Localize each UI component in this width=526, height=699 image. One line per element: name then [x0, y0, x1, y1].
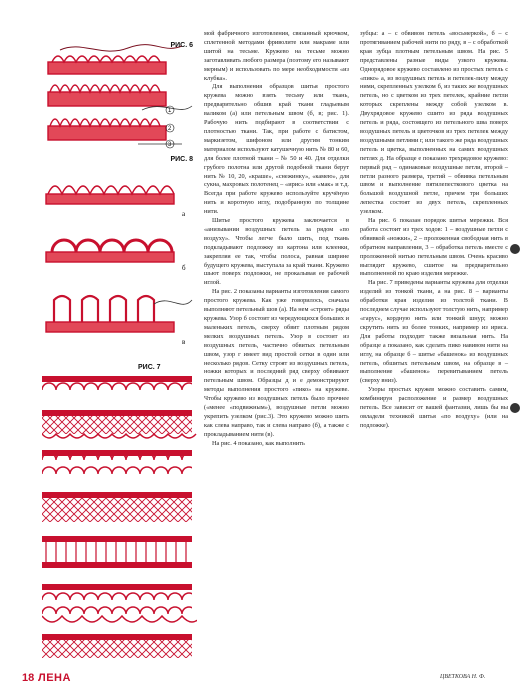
svg-text:1: 1	[168, 108, 172, 114]
svg-text:3: 3	[168, 142, 172, 148]
thick-fabric-edging-illustration	[42, 154, 197, 358]
author-credit: ЦВЕТКОВА Н. Ф.	[440, 674, 486, 680]
figure-label: РИС. 6	[170, 42, 193, 49]
paragraph: Для выполнения образцов шитья простого кружева можно взять тесьму или ткань, предварительно обшив край ткани гладьевым валиком (а) или петельным швом (б, в; рис. 1). Рабочую нить подбирают в соответствии с плотностью ткани. Так, при работе с батистом, маркизетом, шифоном или другим тонким материалом используют катушечную нить № 80 и 60, для более плотной ткани – № 50 и 40. Для отделки грубого полотна или другой подобной ткани берут нить № 10, 20, «краше», «снежинку», «камею», для сукна, махровых полотенец – «ирис» или «мак» и т.д. Всегда при работе кружево используйте кручёную нить и коротную иглу, подобранную по толщине нити.	[204, 83, 349, 216]
paragraph: На рис. 2 показаны варианты изготовления самого простого кружева. Как уже говорилось, сначала выполняют петельный шов (а). На нем «строят» ряды кружева. Узор б состоит из чередующихся больших и маленьких петель, сверху обвит плотным рядом мелких воздушных петель. Узор в состоит из воздушных петель, частично обвитых петельным швом, узор г имеет вид простой сетки в один или несколько рядов. Сетку строят из воздушных петель, ножки которых и последний ряд сверху обвивают петельным швом. Образцы д и е демонстрируют методы выполнения простого «пико» на кружеве. Чтобы кружево из воздушных петель было прочнее («менее «подвижным»), воздушные петли можно укрепить узелком (рис.3). Это кружево можно шить как слева направо, так и слева направо (б), а также с прокладыванием нити (в).	[204, 288, 349, 438]
page-number: 18	[22, 672, 35, 684]
paragraph: зубцы: а – с обвивом петель «восьмеркой», б – с протягиванием рабочей нити по ряду, в – с обработкой края зубца плотным петельным швом. На рис. 5 представлены разные виды узкого кружева. Однорядовое кружево составлено из простых петель с «пико» а, из воздушных петель и петелек-лилу между ними, скрепленных узелком б, из таких же воздушных петель, но с цветком из трех петелек, крайние петли которых скреплены между собой узелком в. Двухрядовое кружево сшито из ряда воздушных петель и ряда, состоящего из петельного шва поверх воздушных петель и цветочков из трех петелек между воздушными петлями г, или такого же ряда воздушных петель и цветка, выполненных на самих воздушных петлях д. На образце е показано трехрядовое кружево: первый ряд – одинаковые воздушные петли, второй – петли разного размера, третий – обвивка петельным швом и выполнение пятилепесткового цветка на большой воздушной петле, причем три больших лепестка состоят из двух петель, скрепленных узелком.	[360, 30, 508, 216]
text-column-a	[204, 30, 349, 449]
illustration-column	[42, 40, 197, 660]
figure-6	[42, 40, 197, 152]
figure-8	[42, 154, 197, 358]
binder-hole-icon	[510, 244, 520, 254]
paragraph: На рис. 4 показано, как выполнить	[212, 439, 305, 447]
paragraph: Узоры простых кружев можно составить самим, комбинируя расположение и размер воздушных петель. Все зависит от вашей фантазии, лишь бы вы овладели техникой шитья «по воздуху» (или на подложке).	[360, 386, 508, 429]
variant-letter-b: б	[182, 264, 186, 272]
figure-7	[42, 362, 197, 662]
paragraph: На рис. 6 показан порядок шитья мережки. Вся работа состоит из трех ходов: 1 – воздушные петли с обвивкой «ножки», 2 – проложенная свободная нить в обратном направлении, 3 – обработка петель вместе с проложенной нитью петельным швом. Очень красиво выглядит кружево, сшитое на предварительно выполненной по краю изделия мережке.	[360, 217, 508, 278]
paragraph: Шитье простого кружева заключается в «анизывании воздушных петель за рядом «по воздуху». Чтобы легче было шить, под ткань подкладывают подложку из картона или клеенки, закрепляя ее так, чтобы полоса, равная ширине будущего кружева, выступала за край ткани. Кружево шьют поверх подложки, не прокалывая ее рабочей иглой.	[204, 217, 349, 287]
paragraph: На рис. 7 приведены варианты кружева для отделки изделий из тонкой ткани, а на рис. 8 – варианты обработки края изделия из толстой ткани. В последнем случае используют толстую нить, например «гарус», кордную нить или тонкий шнур; можно скрутить нить из более тонких, например из ириса. Для работы подходит также вязальная нить. На образце а показано, как сделать пико навивом нити на иглу, на образце б – шитье «башенок» из воздушных петель, обшитых петельным швом, на образце в – выполнение «башенок» перевитыванием петель (сверху вниз).	[360, 279, 508, 385]
binder-hole-icon	[510, 403, 520, 413]
magazine-name: ЛЕНА	[38, 672, 71, 684]
mesh-stitch-illustration	[42, 40, 197, 152]
variant-letter-v: в	[182, 338, 186, 346]
variant-letter-a: а	[182, 210, 186, 218]
text-column-b	[360, 30, 508, 431]
figure-label: РИС. 8	[170, 156, 193, 163]
svg-text:2: 2	[168, 126, 172, 132]
figure-label: РИС. 7	[138, 364, 161, 371]
paragraph: мой фабричного изготовления, связанный крючком, сплетенной методами фриволите или макраме или шитой на тесьме. Кружево на тесьме можно заготавливать любого размера (поэтому его называют мерным) и использовать по мере необходимости «из клубка».	[204, 30, 349, 82]
fine-fabric-lace-illustration	[42, 362, 197, 662]
